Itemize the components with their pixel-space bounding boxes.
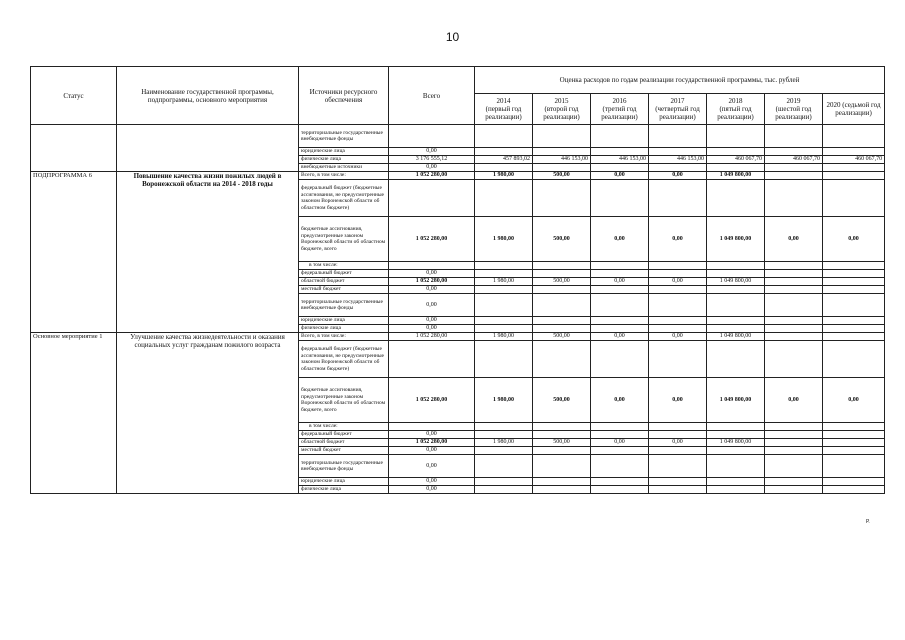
source-cell: бюджетные ассигнования, предусмотренные законом Воронежской области об областном бюджете, всего	[299, 378, 389, 423]
year-value-cell	[649, 478, 707, 486]
year-value-cell	[823, 431, 885, 439]
status-cell: Основное мероприятие 1	[31, 333, 117, 494]
year-value-cell	[591, 423, 649, 431]
year-value-cell	[475, 317, 533, 325]
year-value-cell	[823, 148, 885, 156]
year-value-cell	[765, 341, 823, 378]
budget-table	[30, 66, 885, 494]
year-value-cell	[591, 262, 649, 270]
year-value-cell: 1 049 800,00	[707, 217, 765, 262]
year-value-cell	[649, 341, 707, 378]
year-value-cell	[475, 180, 533, 217]
source-cell: физические лица	[299, 325, 389, 333]
year-value-cell	[649, 486, 707, 494]
year-value-cell	[707, 455, 765, 478]
total-cell: 0,00	[389, 431, 475, 439]
year-value-cell	[649, 431, 707, 439]
source-cell: местный бюджет	[299, 447, 389, 455]
year-value-cell	[707, 325, 765, 333]
year-value-cell	[475, 286, 533, 294]
year-value-cell	[707, 447, 765, 455]
total-cell: 1 052 280,00	[389, 333, 475, 341]
year-value-cell	[765, 431, 823, 439]
year-value-cell	[765, 125, 823, 148]
year-value-cell	[823, 333, 885, 341]
year-value-cell	[707, 180, 765, 217]
year-value-cell	[533, 317, 591, 325]
year-value-cell	[533, 270, 591, 278]
year-value-cell	[649, 262, 707, 270]
year-value-cell	[823, 278, 885, 286]
year-value-cell	[707, 341, 765, 378]
year-value-cell	[823, 447, 885, 455]
year-value-cell	[823, 439, 885, 447]
year-value-cell	[533, 164, 591, 172]
header-year-2017: 2017 (четвертый год реализации)	[649, 94, 707, 125]
year-value-cell: 0,00	[649, 333, 707, 341]
source-cell: территориальные государственные внебюджетные фонды	[299, 294, 389, 317]
header-name: Наименование государственной программы, подпрограммы, основного мероприятия	[117, 67, 299, 125]
source-cell: местный бюджет	[299, 286, 389, 294]
year-value-cell: 457 893,02	[475, 156, 533, 164]
year-value-cell	[765, 455, 823, 478]
year-value-cell	[823, 294, 885, 317]
year-value-cell	[475, 455, 533, 478]
year-value-cell	[475, 423, 533, 431]
total-cell: 0,00	[389, 164, 475, 172]
source-cell: областной бюджет	[299, 278, 389, 286]
source-cell: юридические лица	[299, 148, 389, 156]
total-cell	[389, 125, 475, 148]
source-cell: федеральный бюджет	[299, 431, 389, 439]
year-value-cell	[475, 431, 533, 439]
year-value-cell	[475, 262, 533, 270]
status-cell: ПОДПРОГРАММА 6	[31, 172, 117, 333]
year-value-cell	[823, 270, 885, 278]
year-value-cell	[765, 164, 823, 172]
source-cell: федеральный бюджет (бюджетные ассигнования, не предусмотренные законом Воронежской области об областном бюджете)	[299, 180, 389, 217]
source-cell: федеральный бюджет (бюджетные ассигнования, не предусмотренные законом Воронежской области об областном бюджете)	[299, 341, 389, 378]
name-cell: Повышение качества жизни пожилых людей в Воронежской области на 2014 - 2018 годы	[117, 172, 299, 333]
year-value-cell: 0,00	[823, 217, 885, 262]
year-value-cell	[649, 148, 707, 156]
year-value-cell	[591, 294, 649, 317]
year-value-cell	[765, 180, 823, 217]
year-value-cell	[649, 180, 707, 217]
year-value-cell	[533, 447, 591, 455]
year-value-cell: 0,00	[765, 378, 823, 423]
total-cell: 0,00	[389, 455, 475, 478]
year-value-cell	[765, 270, 823, 278]
total-cell: 0,00	[389, 270, 475, 278]
header-year-2015: 2015 (второй год реализации)	[533, 94, 591, 125]
year-value-cell: 0,00	[591, 378, 649, 423]
year-value-cell	[765, 439, 823, 447]
source-cell: областной бюджет	[299, 439, 389, 447]
year-value-cell: 446 153,00	[649, 156, 707, 164]
year-value-cell	[765, 325, 823, 333]
year-value-cell	[823, 423, 885, 431]
header-year-2016: 2016 (третий год реализации)	[591, 94, 649, 125]
year-value-cell	[823, 286, 885, 294]
year-value-cell	[533, 486, 591, 494]
year-value-cell	[765, 423, 823, 431]
year-value-cell	[533, 423, 591, 431]
table-row	[31, 172, 885, 180]
year-value-cell	[765, 317, 823, 325]
year-value-cell	[765, 262, 823, 270]
year-value-cell	[707, 294, 765, 317]
source-cell: Всего, в том числе:	[299, 333, 389, 341]
year-value-cell: 1 049 800,00	[707, 172, 765, 180]
year-value-cell	[765, 294, 823, 317]
year-value-cell	[475, 447, 533, 455]
header-status: Статус	[31, 67, 117, 125]
year-value-cell	[591, 455, 649, 478]
source-cell: в том числе:	[299, 262, 389, 270]
year-value-cell	[591, 148, 649, 156]
header-year-2020: 2020 (седьмой год реализации)	[823, 94, 885, 125]
total-cell: 1 052 280,00	[389, 217, 475, 262]
year-value-cell	[707, 148, 765, 156]
table-row	[31, 333, 885, 341]
total-cell: 0,00	[389, 478, 475, 486]
year-value-cell	[475, 478, 533, 486]
year-value-cell	[823, 125, 885, 148]
header-estimate: Оценка расходов по годам реализации государственной программы, тыс. рублей	[475, 67, 885, 94]
year-value-cell	[649, 317, 707, 325]
year-value-cell	[649, 125, 707, 148]
total-cell: 3 176 555,12	[389, 156, 475, 164]
source-cell: юридические лица	[299, 317, 389, 325]
year-value-cell: 0,00	[649, 172, 707, 180]
total-cell: 0,00	[389, 325, 475, 333]
year-value-cell	[533, 325, 591, 333]
year-value-cell: 500,00	[533, 278, 591, 286]
total-cell: 0,00	[389, 286, 475, 294]
year-value-cell: 1 980,00	[475, 172, 533, 180]
year-value-cell	[765, 172, 823, 180]
source-cell: физические лица	[299, 486, 389, 494]
year-value-cell	[707, 164, 765, 172]
year-value-cell: 0,00	[649, 439, 707, 447]
year-value-cell	[823, 180, 885, 217]
year-value-cell: 500,00	[533, 172, 591, 180]
total-cell	[389, 423, 475, 431]
year-value-cell: 0,00	[591, 439, 649, 447]
year-value-cell: 446 153,00	[533, 156, 591, 164]
source-cell: бюджетные ассигнования, предусмотренные законом Воронежской области об областном бюджете, всего	[299, 217, 389, 262]
total-cell: 0,00	[389, 317, 475, 325]
year-value-cell	[591, 341, 649, 378]
total-cell: 0,00	[389, 294, 475, 317]
total-cell: 1 052 280,00	[389, 172, 475, 180]
year-value-cell	[765, 286, 823, 294]
year-value-cell: 500,00	[533, 439, 591, 447]
year-value-cell	[533, 125, 591, 148]
year-value-cell	[823, 164, 885, 172]
year-value-cell: 0,00	[591, 217, 649, 262]
year-value-cell: 460 067,70	[707, 156, 765, 164]
footnote-mark: Р.	[866, 519, 870, 525]
year-value-cell: 500,00	[533, 217, 591, 262]
year-value-cell	[707, 431, 765, 439]
source-cell: федеральный бюджет	[299, 270, 389, 278]
year-value-cell	[475, 294, 533, 317]
header-year-2014: 2014 (первый год реализации)	[475, 94, 533, 125]
year-value-cell: 1 980,00	[475, 378, 533, 423]
year-value-cell: 500,00	[533, 333, 591, 341]
year-value-cell: 1 980,00	[475, 333, 533, 341]
year-value-cell	[823, 262, 885, 270]
table-body	[31, 125, 885, 494]
year-value-cell	[823, 172, 885, 180]
total-cell: 0,00	[389, 447, 475, 455]
year-value-cell	[649, 447, 707, 455]
total-cell: 1 052 280,00	[389, 278, 475, 286]
year-value-cell	[823, 478, 885, 486]
source-cell: территориальные государственные внебюджетные фонды	[299, 455, 389, 478]
year-value-cell	[765, 148, 823, 156]
year-value-cell	[533, 286, 591, 294]
year-value-cell	[707, 270, 765, 278]
year-value-cell	[591, 270, 649, 278]
year-value-cell	[591, 478, 649, 486]
year-value-cell	[591, 286, 649, 294]
total-cell	[389, 180, 475, 217]
year-value-cell	[475, 486, 533, 494]
year-value-cell	[707, 486, 765, 494]
year-value-cell	[533, 180, 591, 217]
year-value-cell	[707, 423, 765, 431]
year-value-cell	[765, 447, 823, 455]
source-cell: в том числе:	[299, 423, 389, 431]
year-value-cell	[533, 478, 591, 486]
total-cell: 1 052 280,00	[389, 378, 475, 423]
year-value-cell	[649, 270, 707, 278]
year-value-cell	[823, 325, 885, 333]
year-value-cell	[649, 423, 707, 431]
total-cell: 0,00	[389, 486, 475, 494]
year-value-cell: 500,00	[533, 378, 591, 423]
year-value-cell	[591, 431, 649, 439]
year-value-cell: 0,00	[649, 217, 707, 262]
source-cell: физические лица	[299, 156, 389, 164]
year-value-cell	[707, 317, 765, 325]
year-value-cell	[649, 286, 707, 294]
year-value-cell	[591, 180, 649, 217]
year-value-cell	[475, 270, 533, 278]
year-value-cell	[533, 431, 591, 439]
header-year-2018: 2018 (пятый год реализации)	[707, 94, 765, 125]
year-value-cell	[475, 125, 533, 148]
year-value-cell	[649, 164, 707, 172]
year-value-cell	[707, 478, 765, 486]
year-value-cell	[591, 164, 649, 172]
year-value-cell: 1 049 800,00	[707, 278, 765, 286]
year-value-cell: 1 980,00	[475, 278, 533, 286]
year-value-cell	[707, 286, 765, 294]
year-value-cell: 0,00	[823, 378, 885, 423]
total-cell	[389, 262, 475, 270]
year-value-cell: 1 049 800,00	[707, 333, 765, 341]
year-value-cell	[765, 278, 823, 286]
name-cell: Улучшение качества жизнедеятельности и оказания социальных услуг гражданам пожилого возраста	[117, 333, 299, 494]
year-value-cell	[823, 455, 885, 478]
year-value-cell	[823, 317, 885, 325]
year-value-cell	[533, 341, 591, 378]
source-cell: территориальные государственные внебюджетные фонды	[299, 125, 389, 148]
year-value-cell	[823, 341, 885, 378]
year-value-cell	[649, 294, 707, 317]
year-value-cell	[765, 478, 823, 486]
page-number: 10	[445, 30, 460, 44]
year-value-cell	[649, 455, 707, 478]
year-value-cell	[591, 325, 649, 333]
source-cell: внебюджетные источники	[299, 164, 389, 172]
year-value-cell: 0,00	[649, 378, 707, 423]
year-value-cell	[475, 325, 533, 333]
name-cell	[117, 125, 299, 172]
year-value-cell	[707, 125, 765, 148]
header-total: Всего	[389, 67, 475, 125]
year-value-cell	[533, 262, 591, 270]
table-row	[31, 125, 885, 148]
total-cell: 1 052 280,00	[389, 439, 475, 447]
year-value-cell	[475, 164, 533, 172]
year-value-cell	[591, 447, 649, 455]
header-source: Источники ресурсного обеспечения	[299, 67, 389, 125]
year-value-cell: 460 067,70	[823, 156, 885, 164]
source-cell: юридические лица	[299, 478, 389, 486]
year-value-cell: 460 067,70	[765, 156, 823, 164]
year-value-cell	[533, 148, 591, 156]
year-value-cell: 1 980,00	[475, 217, 533, 262]
year-value-cell: 0,00	[591, 278, 649, 286]
year-value-cell: 1 049 800,00	[707, 439, 765, 447]
year-value-cell	[823, 486, 885, 494]
total-cell: 0,00	[389, 148, 475, 156]
year-value-cell	[591, 317, 649, 325]
year-value-cell: 0,00	[649, 278, 707, 286]
total-cell	[389, 341, 475, 378]
year-value-cell: 1 980,00	[475, 439, 533, 447]
year-value-cell	[591, 125, 649, 148]
source-cell: Всего, в том числе:	[299, 172, 389, 180]
year-value-cell	[533, 455, 591, 478]
year-value-cell: 0,00	[591, 333, 649, 341]
year-value-cell	[591, 486, 649, 494]
year-value-cell	[475, 341, 533, 378]
year-value-cell: 0,00	[765, 217, 823, 262]
year-value-cell	[707, 262, 765, 270]
year-value-cell: 1 049 800,00	[707, 378, 765, 423]
year-value-cell: 446 153,00	[591, 156, 649, 164]
year-value-cell	[765, 333, 823, 341]
year-value-cell	[533, 294, 591, 317]
status-cell	[31, 125, 117, 172]
year-value-cell	[649, 325, 707, 333]
year-value-cell: 0,00	[591, 172, 649, 180]
header-year-2019: 2019 (шестой год реализации)	[765, 94, 823, 125]
year-value-cell	[765, 486, 823, 494]
year-value-cell	[475, 148, 533, 156]
